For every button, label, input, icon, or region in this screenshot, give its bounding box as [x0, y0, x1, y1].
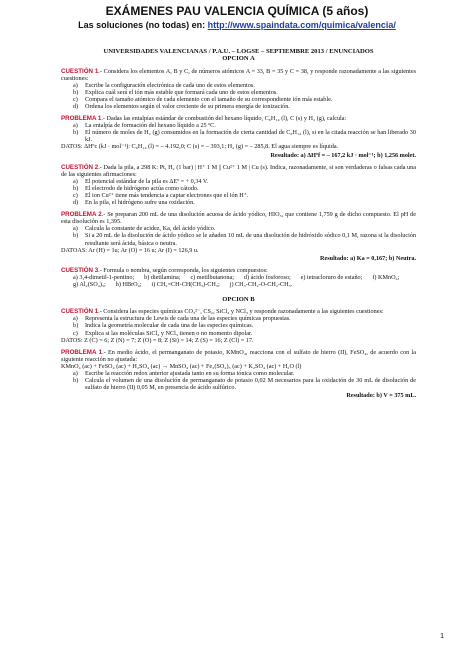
problem-data: DATOAS: Ar (H) = 1u; Ar (O) = 16 u; Ar (I) = 126,9 u. [61, 246, 199, 254]
list-item: b) dietilamina; [144, 273, 181, 281]
list-item: j) CH₃-CH₂-O-CH₂-CH₃. [229, 281, 293, 289]
question-label: CUESTIÓN 1 [61, 67, 99, 75]
problem-result: Resultado: b) V = 375 mL. [346, 392, 416, 400]
list-item: a) La entalpía de formación del hexano líquido a 25 ºC. [73, 122, 216, 130]
question-label: CUESTIÓN 2 [61, 163, 99, 171]
opta-problem-2 [61, 211, 416, 262]
solutions-link[interactable]: http://www.spaindata.com/quimica/valencia/ [207, 20, 396, 30]
list-item: a) El potencial estándar de la pila es ΔEº = + 0,34 V. [73, 177, 209, 185]
opta-question-3 [61, 267, 416, 288]
list-item: a) Calcula la constante de acidez, Ka, del ácido yódico. [73, 225, 216, 233]
problem-label: PROBLEMA 1 [61, 115, 102, 123]
list-item: d) ácido fosforoso; [243, 273, 291, 281]
list-item: i) CH₂=CH-CH(CH₃)-CH₃; [151, 281, 220, 289]
list-item: b) Explica cuál será el ión más estable que formará cada uno de estos elementos. [73, 88, 278, 96]
document-header-title: EXÁMENES PAU VALENCIA QUÍMICA (5 años) [105, 4, 369, 18]
list-item: c) Explica si las moléculas SiCl₄ y NCl₃ tienen o no momento dipolar. [73, 329, 253, 337]
list-item: a) Escribe la configuración electrónica de cada uno de estos elementos. [73, 81, 255, 89]
problem-text: .- Dadas las entalpías estándar de combustión del hexano líquido, C₆H₁₄ (l), C (s) y H₂ (g), calcula: [101, 115, 347, 123]
question-text: .- Considera las especies químicas CO₃²⁻, CS₂, SiCl₄ y NCl₃ y responde razonadamente a las siguientes cuestiones: [98, 308, 384, 316]
list-item: a) 3,4-dimetil-1-pentino; [73, 273, 135, 281]
problem-label: PROBLEMA 2 [61, 211, 102, 219]
option-b-title: OPCION B [222, 296, 255, 304]
question-label: CUESTIÓN 1 [61, 308, 99, 316]
list-item: d) Ordena los elementos según el valor creciente de su primera energía de ionización. [73, 102, 290, 110]
page-number: 1 [440, 633, 444, 640]
question-text: .- Considera los elementos A, B y C, de números atómicos A = 33, B = 35 y C = 38, y responde razonadamente a las siguientes cuestiones: [61, 67, 416, 82]
exam-title: UNIVERSIDADES VALENCIANAS / P.A.U. – LOGSE – SEPTIEMBRE 2013 / ENUNCIADOS [103, 48, 374, 55]
exam-content [61, 38, 416, 399]
list-item: c) El ion Cu²⁺ tiene más tendencia a captar electrones que el ión H⁺. [73, 192, 249, 199]
list-item: h) HBrO₄; [115, 281, 142, 289]
optb-question-1 [61, 308, 416, 343]
reaction-equation: KMnO₄ (ac) + FeSO₄ (ac) + H₂SO₄ (ac) → MnSO₄ (ac) + Fe₂(SO₄)₃ (ac) + K₂SO₄ (ac) + H₂O (l) [61, 362, 302, 370]
opta-problem-1 [61, 115, 416, 159]
list-item: c) metilbutanona; [190, 273, 234, 281]
document-header-subtitle [0, 20, 474, 30]
question-label: CUESTIÓN 3 [61, 266, 99, 274]
compound-list [73, 274, 416, 288]
list-item: c) Compara el tamaño atómico de cada elemento con el tamaño de su correspondiente ión más estable. [73, 95, 333, 103]
problem-data: DATOS: ΔHºc (kJ · mol⁻¹): C₆H₁₄ (l) = – 4.192,0; C (s) = – 393,1; H₂ (g) = – 285,8. El agua siempre es líquida. [61, 143, 339, 151]
problem-text: .- En medio ácido, el permanganato de potasio, KMnO₄, reacciona con el sulfato de hierro (II), FeSO₄, de acuerdo con la siguiente reacción no ajustada: [61, 348, 416, 363]
question-text: .- Dada la pila, a 298 K: Pt, H₂ (1 bar) | H⁺ 1 M || Cu²⁺ 1 M | Cu (s). Indica, razonadamente, si son verdaderas o falsas cada una de las siguientes afirmaciones: [61, 163, 416, 178]
subtitle-prefix: Las soluciones (no todas) en: [78, 20, 208, 30]
problem-label: PROBLEMA 1 [61, 348, 103, 356]
problem-result: Resultado: a) Ka = 0,167; b) Neutra. [320, 254, 416, 262]
list-item: f) KMnO₄; [372, 273, 400, 281]
list-item: d) En la pila, el hidrógeno sufre una oxidación. [73, 199, 195, 207]
list-item: b) El número de moles de H₂ (g) consumidos en la formación de cierta cantidad de C₆H₁₄ (l), si en la citada reacción se han liberado 30 kJ. [73, 129, 416, 144]
list-item: b) Calcula el volumen de una disolución de permanganato de potasio 0,02 M necesarios para la oxidación de 30 mL de disolución de sulfato de hierro (II) 0,05 M, en presencia de ácido sulfúrico. [73, 377, 416, 392]
list-item: b) Indica la geometría molecular de cada una de las especies químicas. [73, 322, 254, 330]
list-item: a) Representa la estructura de Lewis de cada una de las especies químicas propuestas. [73, 315, 291, 323]
list-item: g) Al₂(SO₄)₃; [73, 281, 106, 289]
list-item: e) tetracloruro de estaño; [300, 273, 363, 281]
opta-question-2 [61, 164, 416, 207]
problem-result: Resultado: a) ΔHºf = – 167,2 kJ · mol⁻¹; b) 1,256 molet. [270, 151, 416, 159]
question-data: DATOS: Z (C) = 6; Z (N) = 7; Z (O) = 8; Z (Si) = 14; Z (S) = 16; Z (Cl) = 17. [61, 336, 254, 344]
list-item: b) Si a 20 mL de la disolución de ácido yódico se le añaden 10 mL de una disolución de hidróxido sódico 0,1 M, razona si la disolución resultante será ácida, básica o neutra. [73, 232, 416, 247]
problem-text: .- Se preparan 200 mL de una disolución acuosa de ácido yódico, HIO₃, que contiene 1,759 g de dicho compuesto. El pH de esta disolución es 1,395. [61, 211, 416, 226]
optb-problem-1 [61, 349, 416, 400]
list-item: a) Escribe la reacción redox anterior ajustada tanto en su forma iónica como molecular. [73, 369, 295, 377]
opta-question-1 [61, 68, 416, 111]
list-item: b) El electrodo de hidrógeno actúa como cátodo. [73, 184, 199, 192]
question-text: .- Formula o nombra, según corresponda, los siguientes compuestos: [98, 266, 268, 274]
option-a-title: OPCION A [222, 55, 255, 63]
